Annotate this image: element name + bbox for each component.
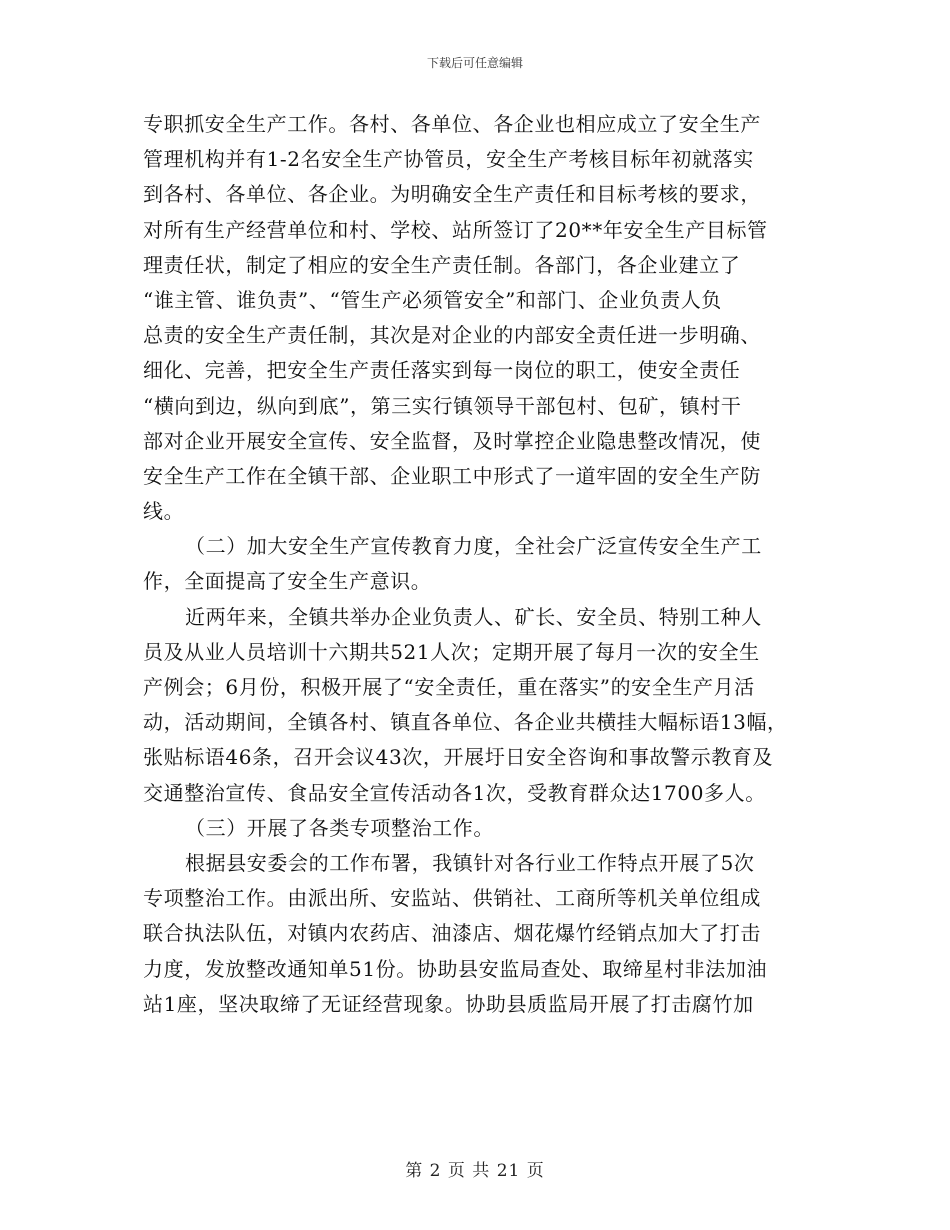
- body-line: 产例会；6月份，积极开展了“安全责任，重在落实”的安全生产月活: [143, 675, 755, 699]
- body-line: 理责任状，制定了相应的安全生产责任制。各部门，各企业建立了: [143, 252, 741, 277]
- body-line: 对所有生产经营单位和村、学校、站所签订了20**年安全生产目标管: [143, 217, 768, 242]
- body-line: 安全生产工作在全镇干部、企业职工中形式了一道牢固的安全生产防: [143, 463, 761, 488]
- body-line: 联合执法队伍，对镇内农药店、油漆店、烟花爆竹经销点加大了打击: [143, 921, 761, 946]
- paragraph-start: 近两年来，全镇共举办企业负责人、矿长、安全员、特别工种人: [185, 604, 762, 629]
- body-line: 站1座，坚决取缔了无证经营现象。协助县质监局开展了打击腐竹加: [143, 991, 754, 1016]
- body-line: 作，全面提高了安全生产意识。: [143, 569, 432, 594]
- page-number-footer: 第 2 页 共 21 页: [405, 1161, 545, 1181]
- body-line: 动，活动期间，全镇各村、镇直各单位、各企业共横挂大幅标语13幅，: [143, 710, 788, 735]
- page-header: 下载后可任意编辑: [426, 56, 523, 70]
- section-heading-3: （三）开展了各类专项整治工作。: [185, 815, 494, 840]
- body-line: 张贴标语46条，召开会议43次，开展圩日安全咨询和事故警示教育及: [143, 745, 774, 770]
- paragraph-start: 根据县安委会的工作布署，我镇针对各行业工作特点开展了5次: [185, 850, 755, 875]
- body-line: 专职抓安全生产工作。各村、各单位、各企业也相应成立了安全生产: [143, 112, 761, 136]
- body-line: 员及从业人员培训十六期共521人次；定期开展了每月一次的安全生: [143, 639, 760, 664]
- section-heading-2: （二）加大安全生产宣传教育力度，全社会广泛宣传安全生产工: [185, 534, 762, 559]
- body-line: 线。: [143, 499, 185, 524]
- body-line: 专项整治工作。由派出所、安监站、供销社、工商所等机关单位组成: [143, 886, 761, 911]
- body-line: “谁主管、谁负责”、“管生产必须管安全”和部门、企业负责人负: [143, 287, 722, 312]
- body-line: 管理机构并有1-2名安全生产协管员，安全生产考核目标年初就落实: [143, 147, 754, 172]
- body-line: “横向到边，纵向到底”，第三实行镇领导干部包村、包矿，镇村干: [143, 393, 742, 418]
- document-body: [143, 107, 811, 1022]
- body-line: 力度，发放整改通知单51份。协助县安监局查处、取缔星村非法加油: [143, 956, 768, 981]
- body-line: 到各村、各单位、各企业。为明确安全生产责任和目标考核的要求，: [143, 182, 761, 207]
- body-line: 总责的安全生产责任制，其次是对企业的内部安全责任进一步明确、: [143, 323, 761, 348]
- body-line: 部对企业开展安全宣传、安全监督，及时掌控企业隐患整改情况，使: [143, 428, 761, 453]
- body-line: 细化、完善，把安全生产责任落实到每一岗位的职工，使安全责任: [143, 358, 741, 383]
- body-line: 交通整治宣传、食品安全宣传活动各1次，受教育群众达1700多人。: [143, 780, 766, 805]
